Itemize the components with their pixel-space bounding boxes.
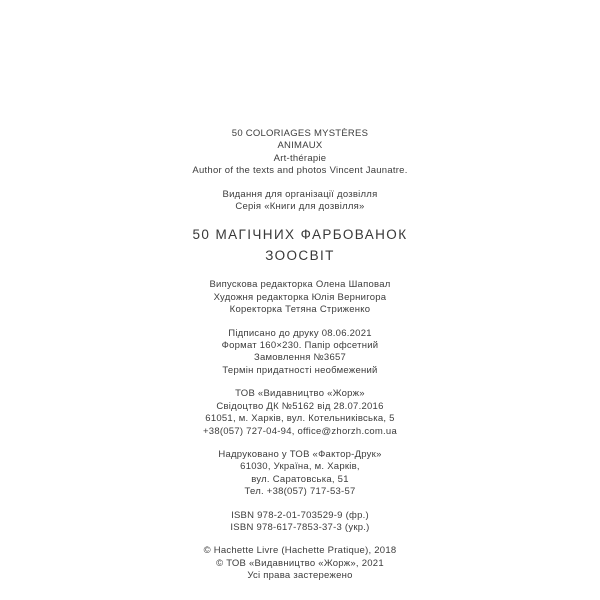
staff-line: Коректорка Тетяна Стриженко: [229, 304, 371, 316]
printer-phone-line: Тел. +38(057) 717-53-57: [244, 486, 356, 498]
original-title-block: [0, 128, 600, 178]
book-subtitle-line: ЗООСВІТ: [265, 248, 335, 264]
printer-address-line: 61030, Україна, м. Харків,: [240, 461, 360, 473]
rights-reserved-line: Усі права застережено: [247, 570, 353, 582]
original-author-line: Author of the texts and photos Vincent Jaunatre.: [192, 165, 408, 177]
isbn-line: ISBN 978-617-7853-37-3 (укр.): [230, 521, 370, 533]
print-specs-block: [0, 328, 600, 378]
isbn-block: [0, 510, 600, 535]
ukrainian-title-block: [0, 224, 600, 266]
staff-line: Художня редакторка Юлія Вернигора: [213, 291, 387, 303]
publisher-block: [0, 388, 600, 438]
original-title-line: Art-thérapie: [273, 152, 327, 164]
edition-info-block: [0, 189, 600, 214]
copyright-line: © Hachette Livre (Hachette Pratique), 2018: [203, 545, 397, 557]
copyright-block: [0, 545, 600, 582]
original-title-line: 50 COLORIAGES MYSTÈRES: [231, 128, 369, 139]
printer-address-line: вул. Саратовська, 51: [251, 473, 349, 485]
series-line: Серія «Книги для дозвілля»: [235, 201, 365, 213]
printer-name-line: Надруковано у ТОВ «Фактор-Друк»: [218, 448, 382, 460]
format-line: Формат 160×230. Папір офсетний: [221, 340, 379, 352]
original-title-line: ANIMAUX: [277, 140, 323, 152]
isbn-line: ISBN 978-2-01-703529-9 (фр.): [231, 509, 369, 521]
copyright-line: © ТОВ «Видавництво «Жорж», 2021: [216, 557, 384, 569]
editorial-staff-block: [0, 279, 600, 316]
publisher-name-line: ТОВ «Видавництво «Жорж»: [235, 388, 365, 400]
printer-block: [0, 449, 600, 499]
staff-line: Випускова редакторка Олена Шаповал: [209, 279, 391, 291]
book-title-line: 50 МАГІЧНИХ ФАРБОВАНОК: [192, 227, 408, 243]
publisher-certificate-line: Свідоцтво ДК №5162 від 28.07.2016: [216, 400, 384, 412]
publisher-address-line: 61051, м. Харків, вул. Котельниківська, 5: [205, 413, 395, 425]
edition-type-line: Видання для організації дозвілля: [222, 188, 378, 200]
shelf-life-line: Термін придатності необмежений: [222, 364, 378, 376]
print-date-line: Підписано до друку 08.06.2021: [228, 327, 372, 339]
publisher-contacts-line: +38(057) 727-04-94, office@zhorzh.com.ua: [202, 425, 397, 437]
order-number-line: Замовлення №3657: [253, 352, 347, 364]
